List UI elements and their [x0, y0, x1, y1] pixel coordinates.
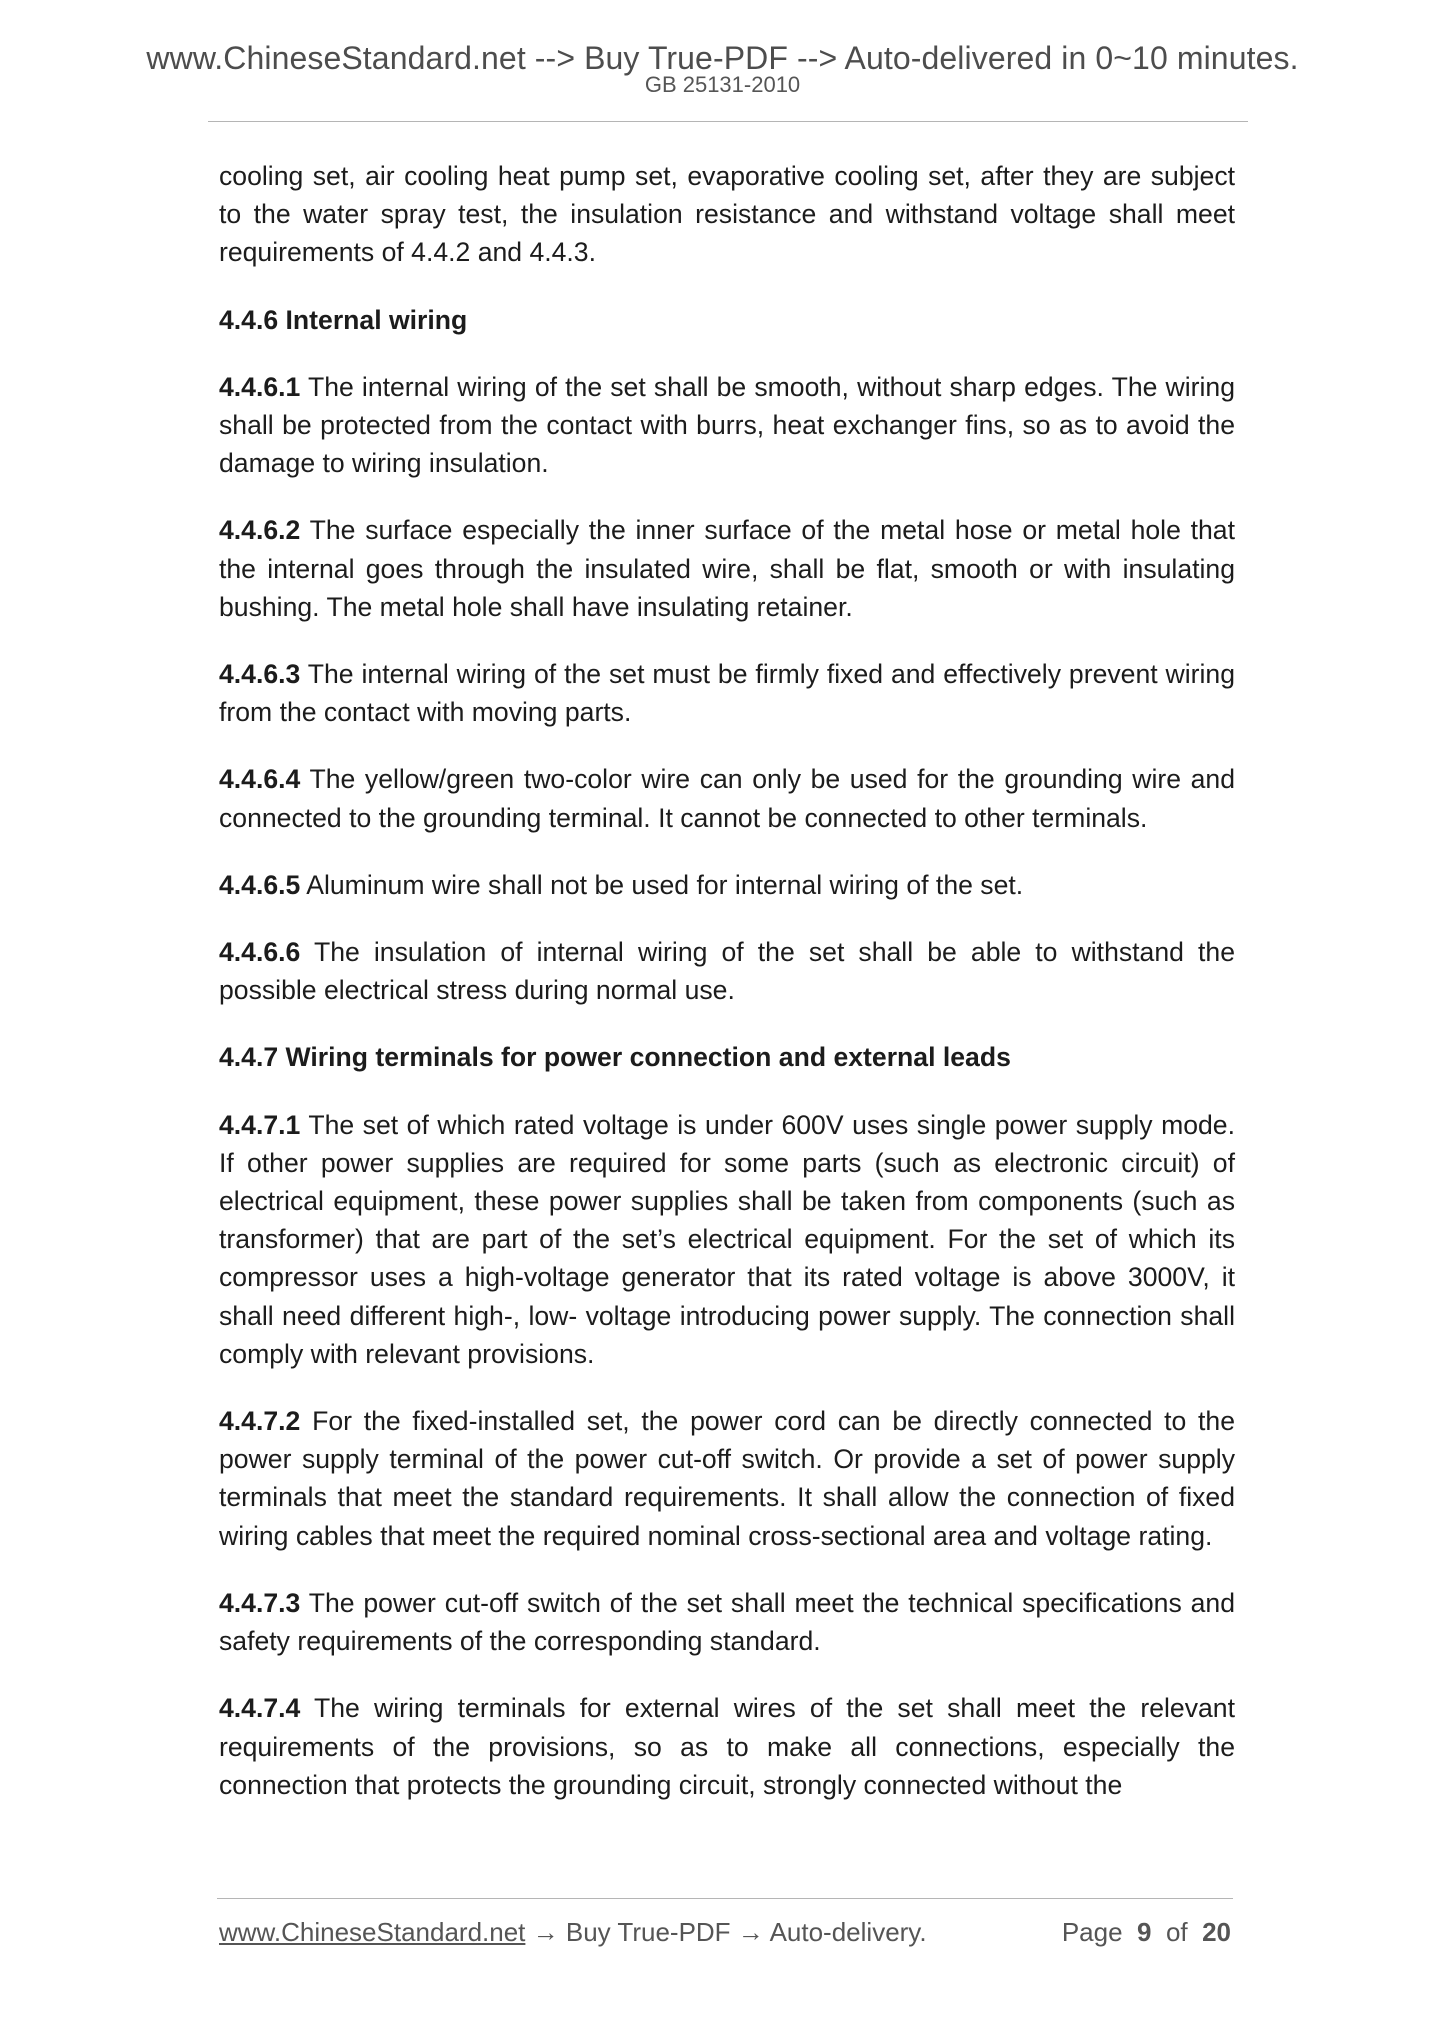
clause-text: The internal wiring of the set shall be smooth, without sharp edges. The wiring shall be protected from the contact with burrs, heat exchanger fins, so as to avoid the damage to wiring insulation.	[219, 371, 1235, 479]
document-body	[219, 157, 1235, 1833]
page-current: 9	[1137, 1917, 1152, 1947]
clause-number: 4.4.6.2	[219, 515, 301, 546]
clause-text: The wiring terminals for external wires of the set shall meet the relevant requirements of the provisions, so as to make all connections, especially the connection that protects the grounding circuit, strongly connected without the	[219, 1693, 1235, 1800]
clause-4-4-7-2	[219, 1402, 1235, 1555]
section-heading-4-4-7: 4.4.7 Wiring terminals for power connection and external leads	[219, 1042, 1011, 1073]
clause-4-4-6-3	[219, 655, 1235, 731]
top-banner: www.ChineseStandard.net --> Buy True-PDF --> Auto-delivered in 0~10 minutes.	[146, 40, 1299, 76]
clause-number: 4.4.7.4	[219, 1693, 301, 1724]
page-of-label: of	[1165, 1917, 1188, 1947]
section-heading-4-4-6: 4.4.6 Internal wiring	[219, 304, 468, 335]
clause-4-4-7-1	[219, 1106, 1235, 1373]
clause-number: 4.4.7.1	[219, 1109, 301, 1140]
clause-4-4-6-1	[219, 368, 1235, 483]
clause-text: The power cut-off switch of the set shall meet the technical specifications and safety requirements of the corresponding standard.	[219, 1587, 1235, 1657]
clause-4-4-6-4	[219, 760, 1235, 836]
clause-number: 4.4.6.6	[219, 937, 301, 968]
clause-4-4-6-6	[219, 933, 1235, 1009]
clause-number: 4.4.7.3	[219, 1587, 301, 1618]
intro-paragraph: cooling set, air cooling heat pump set, evaporative cooling set, after they are subject to the water spray test, the insulation resistance and withstand voltage shall meet requirements of 4.4.2 and 4.4.3.	[219, 161, 1235, 268]
clause-4-4-6-5	[219, 866, 1235, 904]
clause-text: The yellow/green two-color wire can only be used for the grounding wire and connected to the grounding terminal. It cannot be connected to other terminals.	[219, 764, 1235, 833]
footer-site-link[interactable]: www.ChineseStandard.net	[219, 1917, 526, 1947]
standard-code: GB 25131-2010	[644, 72, 801, 97]
clause-number: 4.4.7.2	[219, 1406, 301, 1437]
footer-promo	[219, 1916, 927, 1948]
footer-promo-text: → Buy True-PDF → Auto-delivery.	[525, 1917, 927, 1947]
clause-4-4-6-2	[219, 511, 1235, 626]
clause-text: For the fixed-installed set, the power cord can be directly connected to the power supply terminal of the power cut-off switch. Or provide a set of power supply terminals that meet the standard requirements. It shall allow the connection of fixed wiring cables that meet the required nominal cross-sectional area and voltage rating.	[219, 1406, 1235, 1551]
clause-text: The set of which rated voltage is under 600V uses single power supply mode. If other power supplies are required for some parts (such as electronic circuit) of electrical equipment, these power supplies shall be taken from components (such as transformer) that are part of the set’s electrical equipment. For the set of which its compressor uses a high-voltage generator that its rated voltage is above 3000V, it shall need different high-, low- voltage introducing power supply. The connection shall comply with relevant provisions.	[219, 1109, 1235, 1369]
page-indicator	[1062, 1916, 1231, 1948]
clause-number: 4.4.6.5	[219, 869, 301, 900]
clause-number: 4.4.6.1	[219, 371, 301, 402]
clause-text: Aluminum wire shall not be used for internal wiring of the set.	[300, 869, 1024, 900]
clause-text: The internal wiring of the set must be firmly fixed and effectively prevent wiring from the contact with moving parts.	[219, 659, 1235, 728]
page-total: 20	[1202, 1917, 1231, 1947]
clause-4-4-7-3	[219, 1584, 1235, 1660]
clause-number: 4.4.6.3	[219, 659, 301, 690]
clause-4-4-7-4	[219, 1689, 1235, 1804]
page-label: Page	[1061, 1917, 1123, 1947]
clause-text: The insulation of internal wiring of the set shall be able to withstand the possible electrical stress during normal use.	[219, 937, 1235, 1006]
clause-text: The surface especially the inner surface of the metal hose or metal hole that the internal goes through the insulated wire, shall be flat, smooth or with insulating bushing. The metal hole shall have insulating retainer.	[219, 515, 1235, 622]
clause-number: 4.4.6.4	[219, 764, 301, 795]
footer-divider	[217, 1898, 1233, 1899]
header-divider	[208, 121, 1248, 122]
